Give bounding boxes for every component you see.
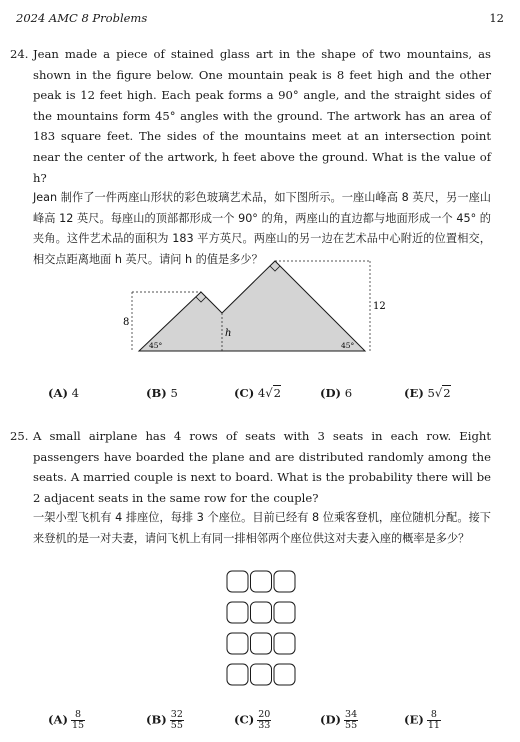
problem-number: 25. [10,429,29,443]
choice-a: (A) $\frac{8}{15}$ [48,709,85,731]
choice-a: (A) 4 [48,386,80,400]
seat [251,633,272,654]
problem-25 [10,426,491,550]
choice-d: (D) $\frac{34}{55}$ [320,709,358,731]
problem-24 [10,44,491,271]
problem-text-en: Jean made a piece of stained glass art in the shape of two mountains, as shown in the figure below. One mountain peak is 8 feet high and the other peak is 12 feet high. Each peak forms a 90° angle, and the straight sides of the mountains form 45° angles with the ground. The artwork has an area of 183 square feet. The sides of the mountains meet at an intersection point near the center of the artwork, h feet above the ground. What is the value of h? [33,47,491,185]
problem-text-zh: Jean 制作了一件两座山形状的彩色玻璃艺术品，如下图所示。一座山峰高 8 英尺，另一座山峰高 12 英尺。每座山的顶部都形成一个 90° 的角，两座山的直边都与地面形成一个 45° 的夹角。这件艺术品的面积为 183 平方英尺。两座山的另一边在艺术品中心附近的位置相交，相交点距离地面 h 英尺。请问 h 的值是多少？ [33,191,491,266]
choice-b: (B) 5 [146,386,178,400]
label-45-right: 45° [341,341,355,350]
label-12: 12 [373,301,386,312]
seat [274,664,295,685]
problem-text-en: A small airplane has 4 rows of seats with 3 seats in each row. Eight passengers have boarded the plane and are distributed randomly among the seats. A married couple is next to board. What is the probability there will be 2 adjacent seats in the same row for the couple? [33,429,491,505]
seat [227,633,248,654]
seat [227,571,248,592]
seat [274,571,295,592]
header-title: 2024 AMC 8 Problems [16,11,148,25]
label-8: 8 [123,317,130,328]
choice-e: (E) $\frac{8}{11}$ [404,709,440,731]
seat [251,602,272,623]
seat [274,633,295,654]
mountain-shape [139,261,365,351]
label-h: h [225,328,232,339]
choice-c: (C) $\frac{20}{33}$ [234,709,271,731]
choice-e: (E) 5√2 [404,386,451,400]
seat [227,602,248,623]
problem-number: 24. [10,47,29,61]
seat-grid [226,570,298,686]
seat [251,664,272,685]
seat [251,571,272,592]
problem-text-zh: 一架小型飞机有 4 排座位，每排 3 个座位。目前已经有 8 位乘客登机，座位随机分配。接下来登机的是一对夫妻，请问飞机上有同一排相邻两个座位供这对夫妻入座的概率是多少？ [33,511,491,545]
page-header [16,11,504,27]
seat [227,664,248,685]
choice-d: (D) 6 [320,386,353,400]
page-number: 12 [489,11,504,25]
choice-b: (B) $\frac{32}{55}$ [146,709,183,731]
label-45-left: 45° [149,341,163,350]
choice-c: (C) 4√2 [234,386,282,400]
mountains-figure [120,256,400,358]
seat [274,602,295,623]
